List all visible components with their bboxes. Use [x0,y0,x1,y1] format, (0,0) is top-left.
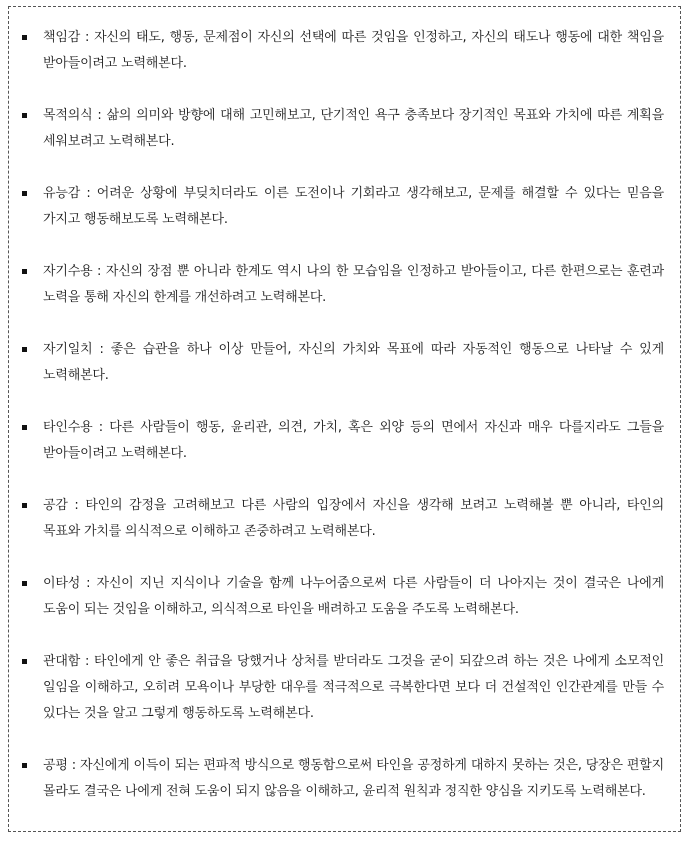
list-item-self-acceptance [9,259,680,311]
item-separator: : [92,420,110,435]
item-term: 자기수용 [43,264,93,279]
item-separator: : [80,30,95,45]
item-term: 자기일치 [43,342,93,357]
list-item-responsibility [9,25,680,77]
square-bullet-icon [22,581,27,586]
item-term: 유능감 [43,186,81,201]
item-text: 타인에게 안 좋은 취급을 당했거나 상처를 받더라도 그것을 굳이 되갚으려 하는 것은 나에게 소모적인 일임을 이해하고, 오히려 모욕이나 부당한 대우를 적극적으로 극복한다면 보다 더 건설적인 인간관계를 만들 수 있다는 것을 알고 그렇게 행동하도록 노력해본다. [43,654,664,721]
item-text: 좋은 습관을 하나 이상 만들어, 자신의 가치와 목표에 따라 자동적인 행동으로 나타날 수 있게 노력해본다. [43,342,664,383]
item-separator: : [92,108,107,123]
square-bullet-icon [22,113,27,118]
item-separator: : [80,186,97,201]
square-bullet-icon [22,269,27,274]
list-item-empathy [9,493,680,545]
list-item-acceptance-of-others [9,415,680,467]
item-text: 어려운 상황에 부딪치더라도 이른 도전이나 기회라고 생각해보고, 문제를 해결할 수 있다는 믿음을 가지고 행동해보도록 노력해본다. [43,186,664,227]
list-item-fairness [9,753,680,805]
list-item-altruism [9,571,680,623]
item-text: 다른 사람들이 행동, 윤리관, 의견, 가치, 혹은 외양 등의 면에서 자신과 매우 다를지라도 그들을 받아들이려고 노력해본다. [43,420,664,461]
square-bullet-icon [22,35,27,40]
item-separator: : [67,758,81,773]
item-separator: : [80,654,94,669]
item-separator: : [92,342,111,357]
list-item-generosity [9,649,680,727]
item-term: 관대함 [43,654,81,669]
item-separator: : [92,264,106,279]
item-term: 목적의식 [43,108,93,123]
item-text: 삶의 의미와 방향에 대해 고민해보고, 단기적인 욕구 충족보다 장기적인 목표와 가치에 따른 계획을 세워보려고 노력해본다. [43,108,664,149]
square-bullet-icon [22,763,27,768]
square-bullet-icon [22,425,27,430]
square-bullet-icon [22,503,27,508]
item-text: 자신의 태도, 행동, 문제점이 자신의 선택에 따른 것임을 인정하고, 자신의 태도나 행동에 대한 책임을 받아들이려고 노력해본다. [43,30,664,71]
item-term: 타인수용 [43,420,93,435]
item-separator: : [67,498,86,513]
square-bullet-icon [22,659,27,664]
item-text: 자신의 장점 뿐 아니라 한계도 역시 나의 한 모습임을 인정하고 받아들이고, 다른 한편으로는 훈련과 노력을 통해 자신의 한계를 개선하려고 노력해본다. [43,264,665,305]
list-item-purpose [9,103,680,155]
square-bullet-icon [22,191,27,196]
item-text: 자신에게 이득이 되는 편파적 방식으로 행동함으로써 타인을 공정하게 대하지 못하는 것은, 당장은 편할지 몰라도 결국은 나에게 전혀 도움이 되지 않음을 이해하고, 윤리적 원칙과 정직한 양심을 지키도록 노력해본다. [43,758,665,799]
virtue-list [9,25,680,831]
item-text: 타인의 감정을 고려해보고 다른 사람의 입장에서 자신을 생각해 보려고 노력해볼 뿐 아니라, 타인의 목표와 가치를 의식적으로 이해하고 존중하려고 노력해본다. [43,498,664,539]
list-item-competence [9,181,680,233]
dashed-frame [8,6,681,832]
square-bullet-icon [22,347,27,352]
item-text: 자신이 지닌 지식이나 기술을 함께 나누어줌으로써 다른 사람들이 더 나아지는 것이 결국은 나에게 도움이 되는 것임을 이해하고, 의식적으로 타인을 배려하고 도움을 주도록 노력해본다. [43,576,664,617]
item-term: 공평 [43,758,68,773]
list-item-self-congruence [9,337,680,389]
item-term: 공감 [43,498,68,513]
item-term: 이타성 [43,576,81,591]
item-separator: : [80,576,97,591]
item-term: 책임감 [43,30,81,45]
